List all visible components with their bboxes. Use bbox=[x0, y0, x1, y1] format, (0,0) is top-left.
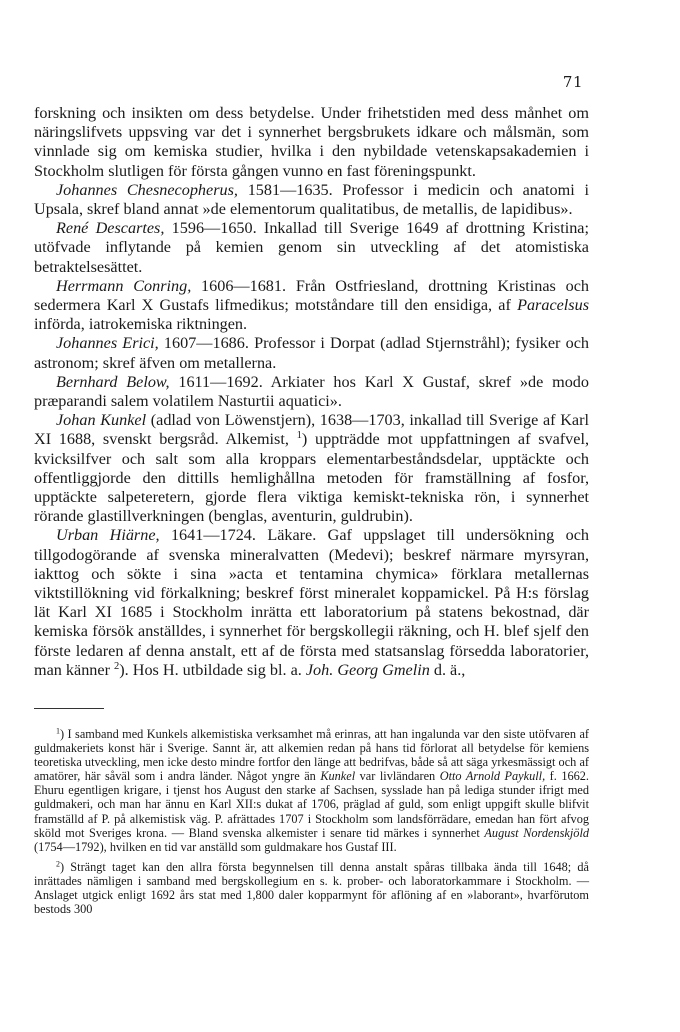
paragraph bbox=[34, 373, 589, 411]
paragraph bbox=[34, 277, 589, 335]
text-run: införda, iatrokemiska riktningen. bbox=[34, 315, 248, 334]
text-run: 1641—1724. Läkare. Gaf uppslaget till undersökning och tillgodogörande af svenska mineralvatten (Medevi); beskref närmare myrsyran, iakttog och sökte i sina »acta et tentamina chymica» förklara metallernas viktstillökning vid förkalkning; beskref först mineralet koppamickel. På H:s förslag lät Karl XI 1685 i Stockholm inrätta ett laboratorium på statens bekostnad, där kemiska försök anställdes, i synnerhet för bergskollegii räkning, och H. blef sjelf den förste ledaren af denna anstalt, ett af de första med statsanslag försedda laboratorier, man känner bbox=[34, 526, 589, 679]
paragraph bbox=[34, 104, 589, 181]
italic-name: René Descartes, bbox=[56, 219, 165, 238]
footnote bbox=[34, 727, 589, 854]
footnote-ref: 1 bbox=[296, 430, 302, 442]
footnote-ref: 2 bbox=[56, 859, 60, 869]
paragraph bbox=[34, 334, 589, 372]
italic-name: Herrmann Conring, bbox=[56, 276, 192, 295]
italic-name: August Nordenskjöld bbox=[484, 825, 590, 840]
paragraph bbox=[34, 181, 589, 219]
footnote bbox=[34, 860, 589, 916]
italic-name: Johannes Erici, bbox=[56, 334, 159, 353]
footnotes bbox=[34, 727, 589, 916]
footnote-ref: 2 bbox=[114, 661, 120, 673]
main-text bbox=[34, 104, 589, 680]
footnote-divider bbox=[34, 708, 104, 709]
text-run: 1596—1650. Inkallad till Sverige 1649 af drottning Kristina; utöfvade inflytande på kemien genom sin utveckling af det atomistiska betraktelsesättet. bbox=[34, 219, 589, 276]
paragraph bbox=[34, 526, 589, 680]
footnote-ref: 1 bbox=[56, 726, 60, 736]
text-run: ) uppträdde mot uppfattningen af svafvel, kvicksilfver och salt som alla kroppars elementarbeståndsdelar, upptäckte och offentliggjorde den dittills hemlighållna metoden för framställning af fosfor, upptäckte salpeteretern, gjorde flera viktiga kemiskt-tekniska rön, i synnerhet rörande glastillverkningen (benglas, aventurin, guldrubin). bbox=[34, 430, 589, 526]
italic-name: Paracelsus bbox=[517, 296, 589, 315]
italic-name: Joh. Georg Gmelin bbox=[305, 660, 430, 679]
italic-name: Kunkel bbox=[320, 769, 356, 784]
italic-name: Johan Kunkel bbox=[56, 411, 147, 430]
text-run: var livländaren bbox=[355, 769, 440, 784]
text-run: (1754—1792), hvilken en tid var anställd som guldmakare hos Gustaf III. bbox=[34, 839, 397, 854]
text-run: 1611—1692. Arkiater hos Karl X Gustaf, skref »de modo præparandi salem volatilem Nasturtii aquatici». bbox=[34, 372, 589, 411]
text-run: (adlad von Löwenstjern), 1638—1703, inkallad till Sverige af Karl XI 1688, svenskt bergsråd. Alkemist, bbox=[34, 411, 589, 449]
text-run: 1581—1635. Professor i medicin och anatomi i Upsala, skref bland annat »de elementorum qualitatibus, de metallis, de lapidibus». bbox=[34, 180, 589, 219]
italic-name: Otto Arnold Paykull, bbox=[439, 769, 546, 784]
text-run: ) Strängt taget kan den allra första begynnelsen till denna anstalt spåras tillbaka ända till 1648; då inrättades nämligen i samband med bergskollegium en s. k. prober- och laboratorkammare i Stockholm. — Anslaget utgick enligt 1692 års stat med 1,800 daler kopparmynt för aflöning af en »laborant», hvarförutom bestods 300 bbox=[34, 859, 589, 917]
page-number: 71 bbox=[562, 73, 583, 91]
italic-name: Urban Hiärne, bbox=[56, 526, 160, 545]
paragraph bbox=[34, 219, 589, 277]
text-run: d. ä., bbox=[429, 660, 466, 679]
text-run: f. 1662. Ehuru egentligen krigare, i tjenst hos August den starke af Sachsen, sysslade han på lediga stunder ifrigt med guldmakeri, och man har ännu en Karl XII:s dukat af 1706, präglad af guld, som enligt uppgift skulle blifvit framställd af P. på alkemistisk väg. P. afrättades 1707 i Stockholm som landsförrädare, emedan han fört afvog sköld mot Sveriges krona. — Bland svenska alkemister i senare tid märkes i synnerhet bbox=[34, 769, 590, 840]
text-run: ) I samband med Kunkels alkemistiska verksamhet må erinras, att han ingalunda var den siste utöfvaren af guldmakeriets konst här i Sverige. Sannt är, att alkemien redan på hans tid förlorat all betydelse för kemiens teoretiska utveckling, men icke desto mindre fortfor den länge att bedrifvas, både så att säga yrkesmässigt och af amatörer, här såväl som i andra länder. Något yngre än bbox=[34, 727, 589, 784]
paragraph bbox=[34, 411, 589, 526]
italic-name: Johannes Chesnecopherus, bbox=[56, 180, 238, 199]
text-run: 1607—1686. Professor i Dorpat (adlad Stjernstråhl); fysiker och astronom; skref äfven om metallerna. bbox=[34, 334, 589, 372]
italic-name: Bernhard Below, bbox=[56, 372, 170, 391]
text-run: ). Hos H. utbildade sig bl. a. bbox=[119, 660, 306, 679]
text-run: forskning och insikten om dess betydelse. Under frihetstiden med dess månhet om näringslifvets uppsving var det i synnerhet bergsbrukets idkare och målsmän, som vinnlade sig om kemiska studier, hvilka i den nybildade vetenskapsakademien i Stockholm slutligen för första gången vunno en fast föreningspunkt. bbox=[34, 104, 589, 180]
text-run: 1606—1681. Från Ostfriesland, drottning Kristinas och sedermera Karl X Gustafs lifmedikus; motståndare till den ensidiga, af bbox=[34, 276, 590, 315]
